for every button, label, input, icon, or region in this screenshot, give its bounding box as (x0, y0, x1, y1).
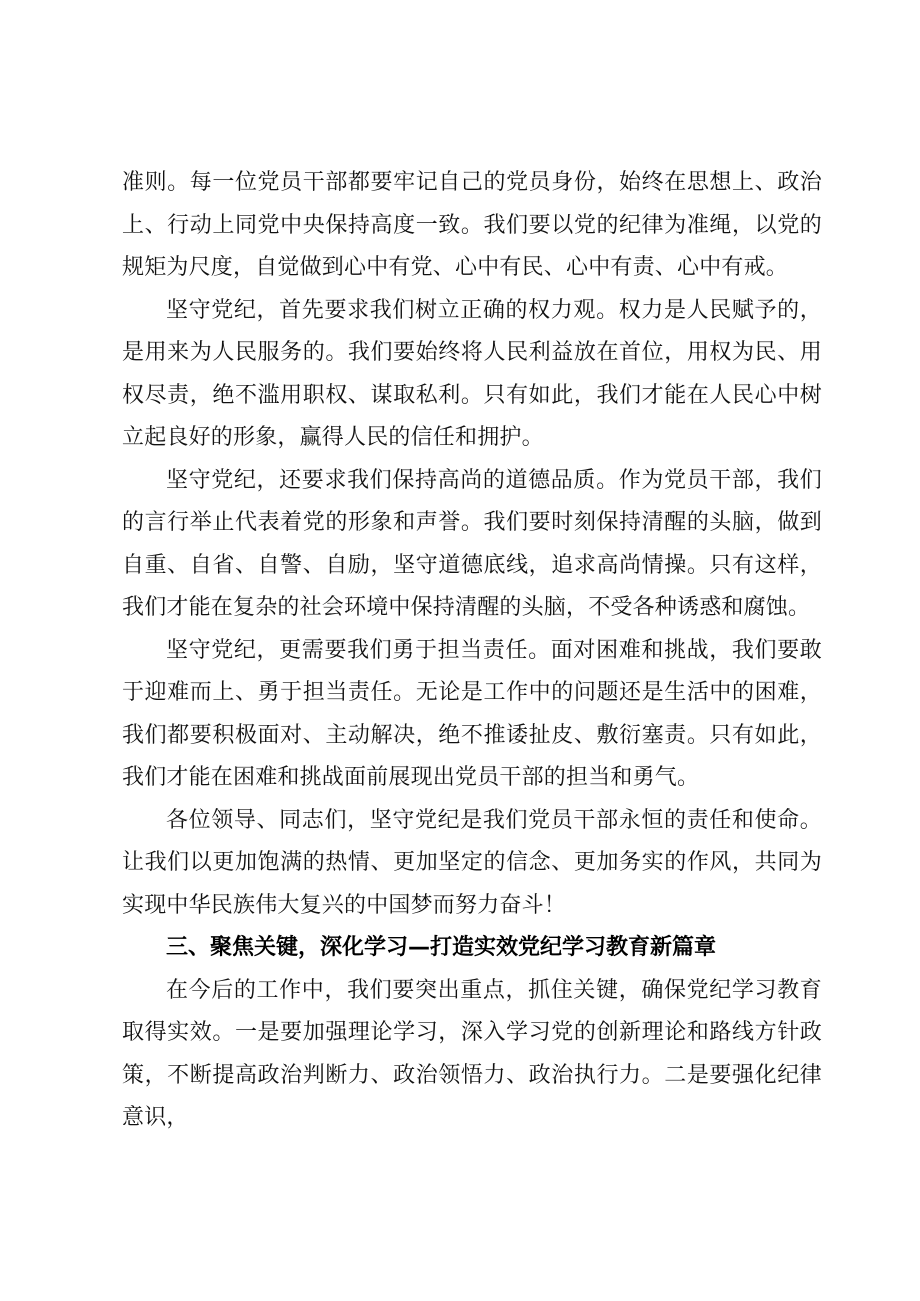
paragraph-power-view: 坚守党纪，首先要求我们树立正确的权力观。权力是人民赋予的，是用来为人民服务的。我们要始终将人民利益放在首位，用权为民、用权尽责，绝不滥用职权、谋取私利。只有如此，我们才能在人民心中树立起良好的形象，赢得人民的信任和拥护。 (122, 297, 822, 450)
section-heading: 三、聚焦关键，深化学习—打造实效党纪学习教育新篇章 (166, 935, 717, 960)
paragraph-future-work: 在今后的工作中，我们要突出重点，抓住关键，确保党纪学习教育取得实效。一是要加强理论学习，深入学习党的创新理论和路线方针政策，不断提高政治判断力、政治领悟力、政治执行力。二是要强化纪律意识， (122, 977, 822, 1130)
paragraph-moral-quality: 坚守党纪，还要求我们保持高尚的道德品质。作为党员干部，我们的言行举止代表着党的形象和声誉。我们要时刻保持清醒的头脑，做到自重、自省、自警、自励，坚守道德底线，追求高尚情操。只有这样，我们才能在复杂的社会环境中保持清醒的头脑，不受各种诱惑和腐蚀。 (122, 467, 822, 620)
paragraph-responsibility: 坚守党纪，更需要我们勇于担当责任。面对困难和挑战，我们要敢于迎难而上、勇于担当责任。无论是工作中的问题还是生活中的困难，我们都要积极面对、主动解决，绝不推诿扯皮、敷衍塞责。只有如此，我们才能在困难和挑战面前展现出党员干部的担当和勇气。 (122, 637, 822, 790)
paragraph-continuation: 准则。每一位党员干部都要牢记自己的党员身份，始终在思想上、政治上、行动上同党中央保持高度一致。我们要以党的纪律为准绳，以党的规矩为尺度，自觉做到心中有党、心中有民、心中有责、心中有戒。 (122, 170, 822, 280)
paragraph-conclusion: 各位领导、同志们，坚守党纪是我们党员干部永恒的责任和使命。让我们以更加饱满的热情、更加坚定的信念、更加务实的作风，共同为实现中华民族伟大复兴的中国梦而努力奋斗！ (122, 807, 822, 918)
document-body (122, 162, 822, 1140)
